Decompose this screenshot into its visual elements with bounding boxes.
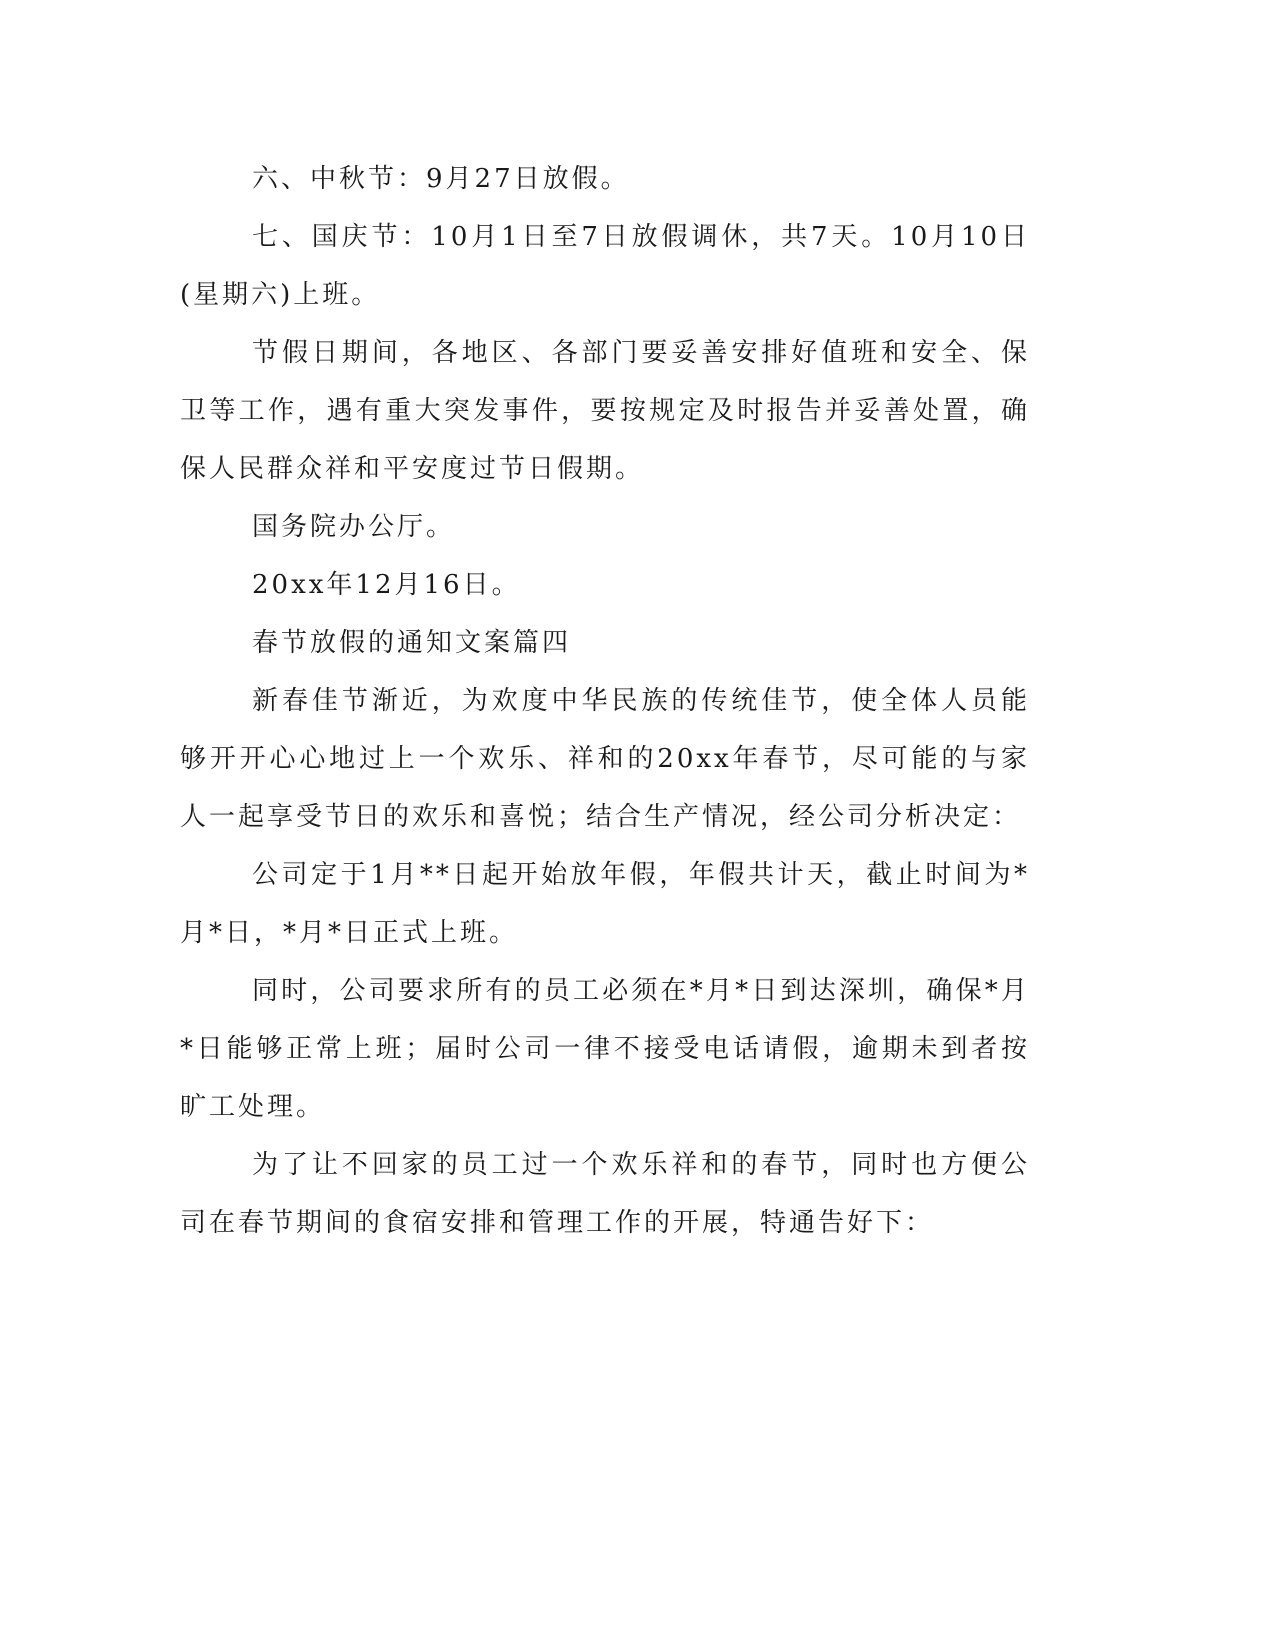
paragraph-staying-staff: 为了让不回家的员工过一个欢乐祥和的春节，同时也方便公司在春节期间的食宿安排和管理工作的开展，特通告好下：	[180, 1150, 1030, 1238]
section-heading: 春节放假的通知文案篇四	[252, 628, 572, 658]
paragraph-issuer: 国务院办公厅。	[252, 512, 456, 542]
paragraph-holiday-duty: 节假日期间，各地区、各部门要妥善安排好值班和安全、保卫等工作，遇有重大突发事件，要按规定及时报告并妥善处置，确保人民群众祥和平安度过节日假期。	[180, 338, 1030, 484]
paragraph-date: 20xx年12月16日。	[252, 570, 521, 600]
paragraph-mid-autumn: 六、中秋节：9月27日放假。	[252, 164, 630, 194]
paragraph-leave-dates: 公司定于1月**日起开始放年假，年假共计天，截止时间为*月*日，*月*日正式上班。	[180, 860, 1030, 948]
paragraph-intro: 新春佳节渐近，为欢度中华民族的传统佳节，使全体人员能够开开心心地过上一个欢乐、祥和的20xx年春节，尽可能的与家人一起享受节日的欢乐和喜悦；结合生产情况，经公司分析决定：	[180, 686, 1030, 832]
paragraph-return-requirement: 同时，公司要求所有的员工必须在*月*日到达深圳，确保*月*日能够正常上班；届时公司一律不接受电话请假，逾期未到者按旷工处理。	[180, 976, 1030, 1122]
paragraph-national-day: 七、国庆节：10月1日至7日放假调休，共7天。10月10日(星期六)上班。	[180, 222, 1030, 310]
document-body	[180, 150, 1030, 1252]
